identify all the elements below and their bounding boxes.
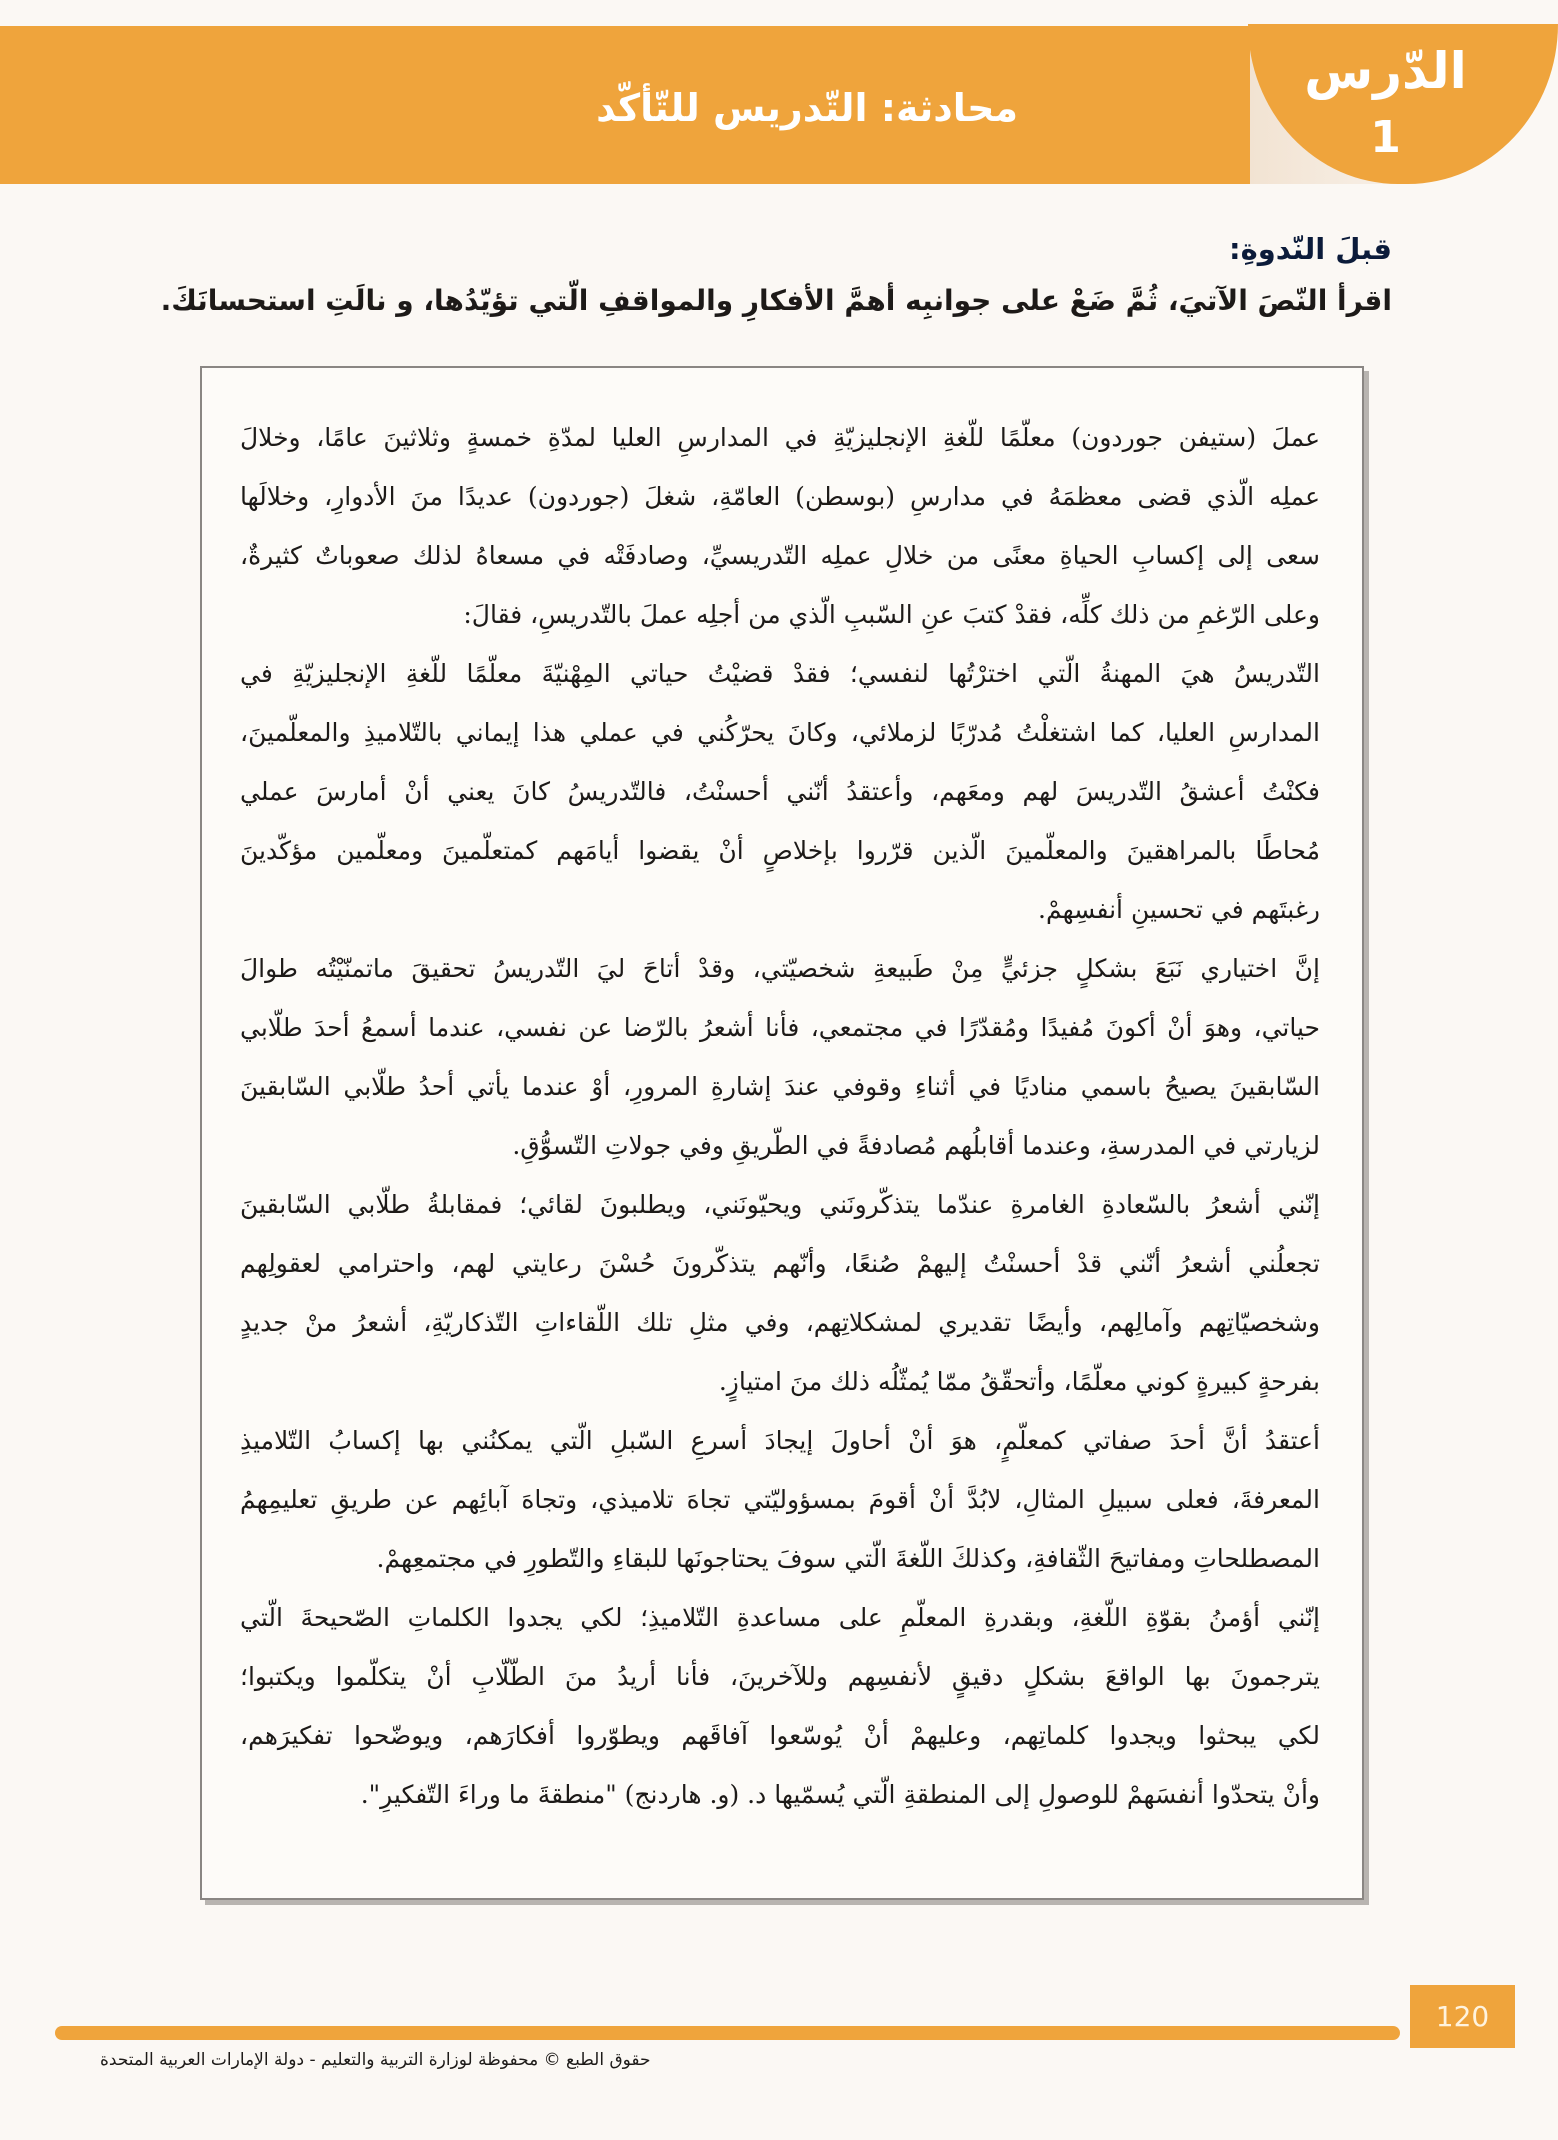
passage-line: أعتقدُ أنَّ أحدَ صفاتي كمعلّمٍ، هوَ أنْ أحاولَ إيجادَ أسرعِ السّبلِ الّتي يمكنُني بها إكسابُ التّلاميذِ — [240, 1426, 1320, 1455]
passage-line: وعلى الرّغمِ من ذلك كلِّه، فقدْ كتبَ عنِ السّببِ الّذي من أجلِه عملَ بالتّدريسِ، فقالَ: — [463, 600, 1320, 629]
footer-divider — [55, 2026, 1400, 2040]
passage-line: المدارسِ العليا، كما اشتغلْتُ مُدرّبًا لزملائي، وكانَ يحرّكُني في عملي هذا إيماني بالتّلاميذِ والمعلّمينَ، — [240, 718, 1320, 747]
passage-line: لكي يبحثوا ويجدوا كلماتِهم، وعليهمْ أنْ يُوسّعوا آفاقَهم ويطوّروا أفكارَهم، ويوضّحوا تفكيرَهم، — [240, 1721, 1320, 1750]
passage-line: إنّني أشعرُ بالسّعادةِ الغامرةِ عندّما يتذكّرونَني ويحيّونَني، ويطلبونَ لقائي؛ فمقابلةُ طلّابي السّابقينَ — [240, 1190, 1320, 1219]
passage-line: سعى إلى إكسابِ الحياةِ معنًى من خلالِ عملِه التّدريسيِّ، وصادفَتْه في مسعاهُ لذلك صعوباتٌ كثيرةٌ، — [240, 541, 1320, 570]
passage-line: مُحاطًا بالمراهقينَ والمعلّمينَ الّذين قرّروا بإخلاصٍ أنْ يقضوا أيامَهم كمتعلّمينَ ومعلّمين مؤكّدينَ — [240, 836, 1320, 865]
passage-line: رغبتَهم في تحسينِ أنفسِهمْ. — [1038, 895, 1320, 924]
passage-line: وشخصيّاتِهم وآمالِهم، وأيضًا تقديري لمشكلاتِهم، وفي مثلِ تلك اللّقاءاتِ التّذكاريّةِ، أشعرُ منْ جديدٍ — [240, 1308, 1320, 1337]
passage-line: عملَ (ستيفن جوردون) معلّمًا للّغةِ الإنجليزيّةِ في المدارسِ العليا لمدّةِ خمسةٍ وثلاثينَ عامًا، وخلالَ — [240, 423, 1320, 452]
passage-line: إنّني أؤمنُ بقوّةِ اللّغةِ، وبقدرةِ المعلّمِ على مساعدةِ التّلاميذِ؛ لكي يجدوا الكلماتِ الصّحيحةَ الّتي — [240, 1603, 1320, 1632]
section-label: قبلَ النّدوةِ: — [1229, 232, 1392, 266]
passage-line: السّابقينَ يصيحُ باسمي مناديًا في أثناءِ وقوفي عندَ إشارةِ المرورِ، أوْ عندما يأتي أحدُ طلّابي السّابقينَ — [240, 1072, 1320, 1101]
passage-line: لزيارتي في المدرسةِ، وعندما أقابلُهم مُصادفةً في الطّريقِ وفي جولاتِ التّسوُّقِ. — [512, 1131, 1320, 1160]
passage-line: تجعلُني أشعرُ أنّني قدْ أحسنْتُ إليهمْ صُنعًا، وأنّهم يتذكّرونَ حُسْنَ رعايتي لهم، واحترامي لعقولِهم — [240, 1249, 1320, 1278]
instruction: اقرأ النّصَ الآتيَ، ثُمَّ ضَعْ على جوانبِه أهمَّ الأفكارِ والمواقفِ الّتي تؤيّدُها، و نالَتِ استحسانَكَ. — [160, 284, 1392, 317]
passage-line: وأنْ يتحدّوا أنفسَهمْ للوصولِ إلى المنطقةِ الّتي يُسمّيها د. (و. هاردنج) "منطقةَ ما وراءَ التّفكيرِ". — [360, 1780, 1320, 1809]
passage-text — [240, 408, 1320, 1824]
passage-line: المصطلحاتِ ومفاتيحَ الثّقافةِ، وكذلكَ اللّغةَ الّتي سوفَ يحتاجونَها للبقاءِ والتّطورِ في مجتمعِهمْ. — [376, 1544, 1320, 1573]
lesson-label: الدّرس — [1304, 42, 1467, 100]
passage-line: إنَّ اختياري نَبَعَ بشكلٍ جزئيٍّ مِنْ طَبيعةِ شخصيّتي، وقدْ أتاحَ ليَ التّدريسُ تحقيقَ ماتمنّيْتُه طوالَ — [240, 954, 1320, 983]
copyright: حقوق الطبع © محفوظة لوزارة التربية والتعليم - دولة الإمارات العربية المتحدة — [100, 2050, 651, 2070]
passage-line: المعرفةَ، فعلى سبيلِ المثالِ، لابُدَّ أنْ أقومَ بمسؤوليّتي تجاهَ تلاميذي، وتجاهَ آبائِهم عن طريقِ تعليمِهمُ — [240, 1485, 1320, 1514]
passage-line: فكنْتُ أعشقُ التّدريسَ لهم ومعَهم، وأعتقدُ أنّني أحسنْتُ، فالتّدريسُ كانَ يعني أنْ أمارسَ عملي — [240, 777, 1320, 806]
lesson-title: محادثة: التّدريس للتّأكّد — [596, 86, 1018, 130]
lesson-number: 1 — [1370, 112, 1401, 163]
page-number: 120 — [1410, 1985, 1515, 2048]
passage-line: عملِه الّذي قضى معظمَهُ في مدارسِ (بوسطن) العامّةِ، شغلَ (جوردون) عديدًا منَ الأدوارِ، وخلالَها — [240, 482, 1320, 511]
passage-line: يترجمونَ بها الواقعَ بشكلٍ دقيقٍ لأنفسِهم وللآخرينَ، فأنا أريدُ منَ الطّلّابِ أنْ يتكلّموا ويكتبوا؛ — [240, 1662, 1320, 1691]
lesson-tab — [1248, 24, 1558, 184]
passage-line: حياتي، وهوَ أنْ أكونَ مُفيدًا ومُقدّرًا في مجتمعي، فأنا أشعرُ بالرّضا عن نفسي، عندما أسمعُ أحدَ طلّابي — [240, 1013, 1320, 1042]
passage-line: بفرحةٍ كبيرةٍ كوني معلّمًا، وأتحقّقُ ممّا يُمثّلُه ذلك منَ امتيازٍ. — [718, 1367, 1320, 1396]
passage-line: التّدريسُ هيَ المهنةُ الّتي اخترْتُها لنفسي؛ فقدْ قضيْتُ حياتي المِهْنيّةَ معلّمًا للّغةِ الإنجليزيّةِ في — [240, 659, 1320, 688]
